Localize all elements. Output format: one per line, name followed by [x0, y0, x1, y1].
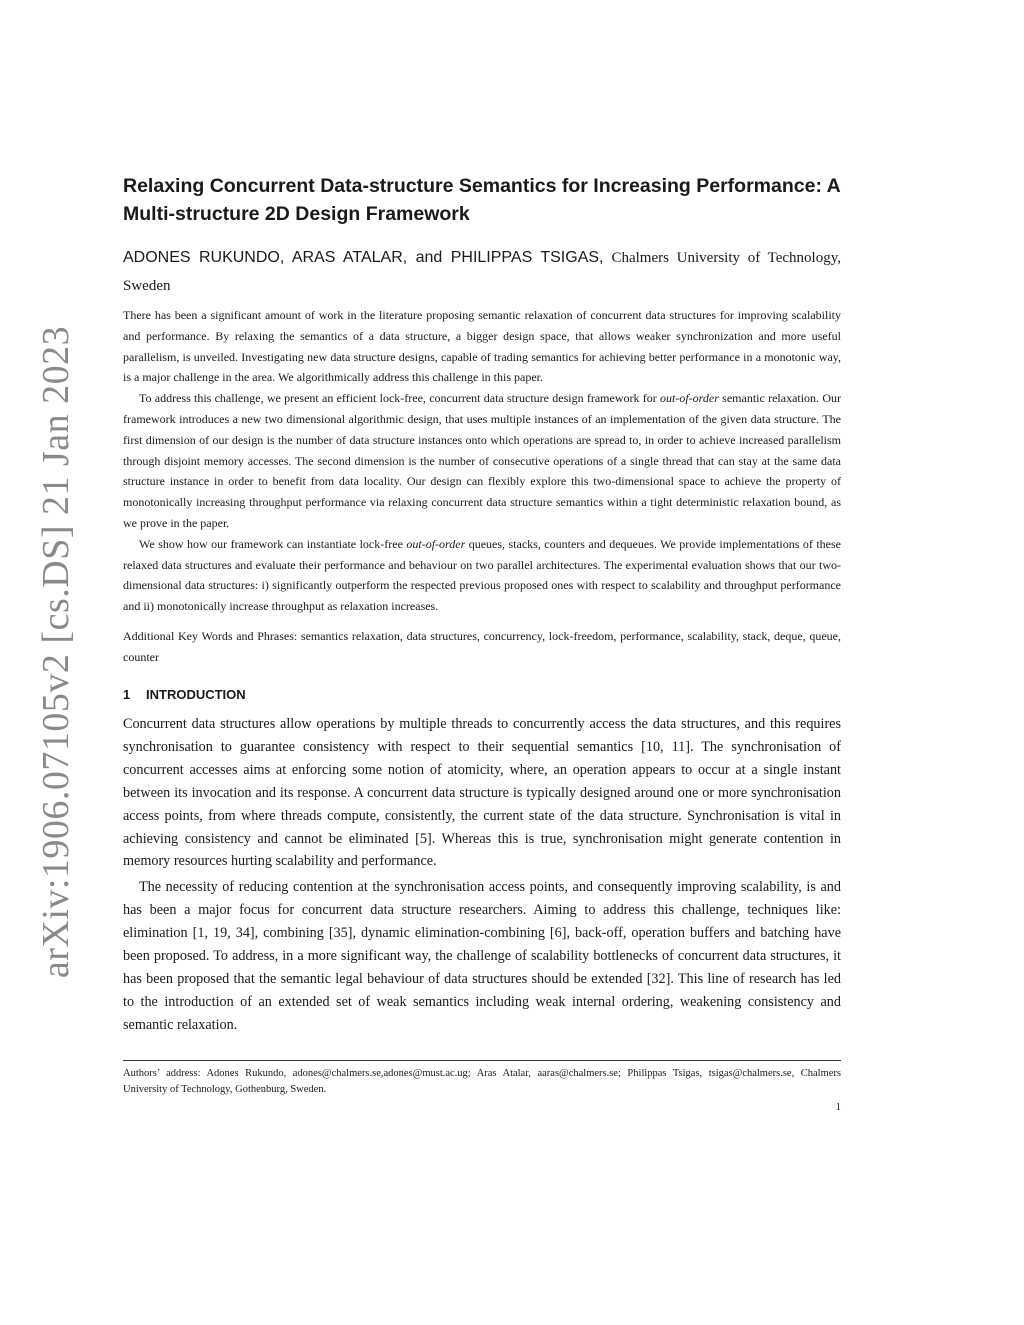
abstract-p3-text-a: We show how our framework can instantiate lock-free	[139, 536, 407, 551]
introduction-body	[123, 713, 841, 1037]
page-number: 1	[835, 1101, 841, 1113]
author-names: ADONES RUKUNDO, ARAS ATALAR, and PHILIPPAS TSIGAS,	[123, 249, 604, 266]
abstract-p2-emphasis: out-of-order	[660, 391, 719, 406]
footnote-divider	[123, 1060, 841, 1061]
abstract-p2-text-b: semantic relaxation. Our framework introduces a new two dimensional algorithmic design, that uses multiple instances of an implementation of the given data structure. The first dimension of our design is the number of data structure instances onto which operations are spread to, in order to achieve increased parallelism through disjoint memory accesses. The second dimension is the number of consecutive operations of a single thread that can stay at the same data structure instance in order to benefit from data locality. Our design can flexibly explore this two-dimensional space to achieve the property of monotonically increasing throughput performance via relaxing concurrent data structure semantics within a tight deterministic relaxation bound, as we prove in the paper.	[123, 391, 841, 530]
abstract-p3-emphasis: out-of-order	[406, 536, 466, 551]
section-title: INTRODUCTION	[146, 687, 246, 702]
abstract-paragraph-1: There has been a significant amount of work in the literature proposing semantic relaxation of concurrent data structures for improving scalability and performance. By relaxing the semantics of a data structure, a bigger design space, that allows weaker synchronization and more useful parallelism, is unveiled. Investigating new data structure designs, capable of trading semantics for achieving better performance in a monotonic way, is a major challenge in the area. We algorithmically address this challenge in this paper.	[123, 308, 841, 385]
authors-address-footnote: Authors’ address: Adones Rukundo, adones@chalmers.se,adones@must.ac.ug; Aras Atalar, aaras@chalmers.se; Philippas Tsigas, tsigas@chalmers.se, Chalmers University of Technology, Gothenburg, Sweden.	[123, 1068, 841, 1095]
intro-paragraph-2: The necessity of reducing contention at the synchronisation access points, and consequently improving scalability, is and has been a major focus for concurrent data structure researchers. Aiming to address this challenge, techniques like: elimination [1, 19, 34], combining [35], dynamic elimination-combining [6], back-off, operation buffers and batching have been proposed. To address, in a more significant way, the challenge of scalability bottlenecks of concurrent data structures, it has been proposed that the semantic legal behaviour of data structures should be extended [32]. This line of research has led to the introduction of an extended set of weak semantics including weak internal ordering, weakening consistency and semantic relaxation.	[123, 879, 841, 1033]
abstract-p3-text-b: queues, stacks, counters and dequeues. We provide implementations of these relaxed data structures and evaluate their performance and behaviour on two parallel architectures. The experimental evaluation shows that our two-dimensional data structures: i) significantly outperform the respected previous proposed ones with respect to scalability and throughput performance and ii) monotonically increase throughput as relaxation increases.	[123, 536, 841, 614]
author-affiliation: Chalmers University of Technology, Sweden	[123, 250, 842, 294]
author-block	[123, 244, 841, 300]
abstract-paragraph-3	[123, 534, 841, 617]
abstract	[123, 305, 841, 617]
abstract-p2-text-a: To address this challenge, we present an efficient lock-free, concurrent data structure design framework for	[139, 391, 661, 406]
keywords: Additional Key Words and Phrases: semantics relaxation, data structures, concurrency, lock-freedom, performance, scalability, stack, deque, queue, counter	[123, 629, 841, 664]
abstract-paragraph-2	[123, 388, 841, 534]
arxiv-identifier-stamp: arXiv:1906.07105v2 [cs.DS] 21 Jan 2023	[35, 325, 77, 979]
section-number: 1	[123, 687, 131, 702]
section-heading-introduction	[123, 686, 841, 704]
paper-title: Relaxing Concurrent Data-structure Semantics for Increasing Performance: A Multi-structure 2D Design Framework	[123, 175, 840, 225]
intro-paragraph-1: Concurrent data structures allow operations by multiple threads to concurrently access the data structures, and this requires synchronisation to guarantee consistency with respect to their sequential semantics [10, 11]. The synchronisation of concurrent accesses aims at enforcing some notion of atomicity, where, an operation appears to occur at a single instant between its invocation and its response. A concurrent data structure is typically designed around one or more synchronisation access points, from where threads compute, consistently, the current state of the data structure. Synchronisation is vital in achieving consistency and cannot be eliminated [5]. Whereas this is true, synchronisation might generate contention in memory resources hurting scalability and performance.	[123, 716, 841, 870]
